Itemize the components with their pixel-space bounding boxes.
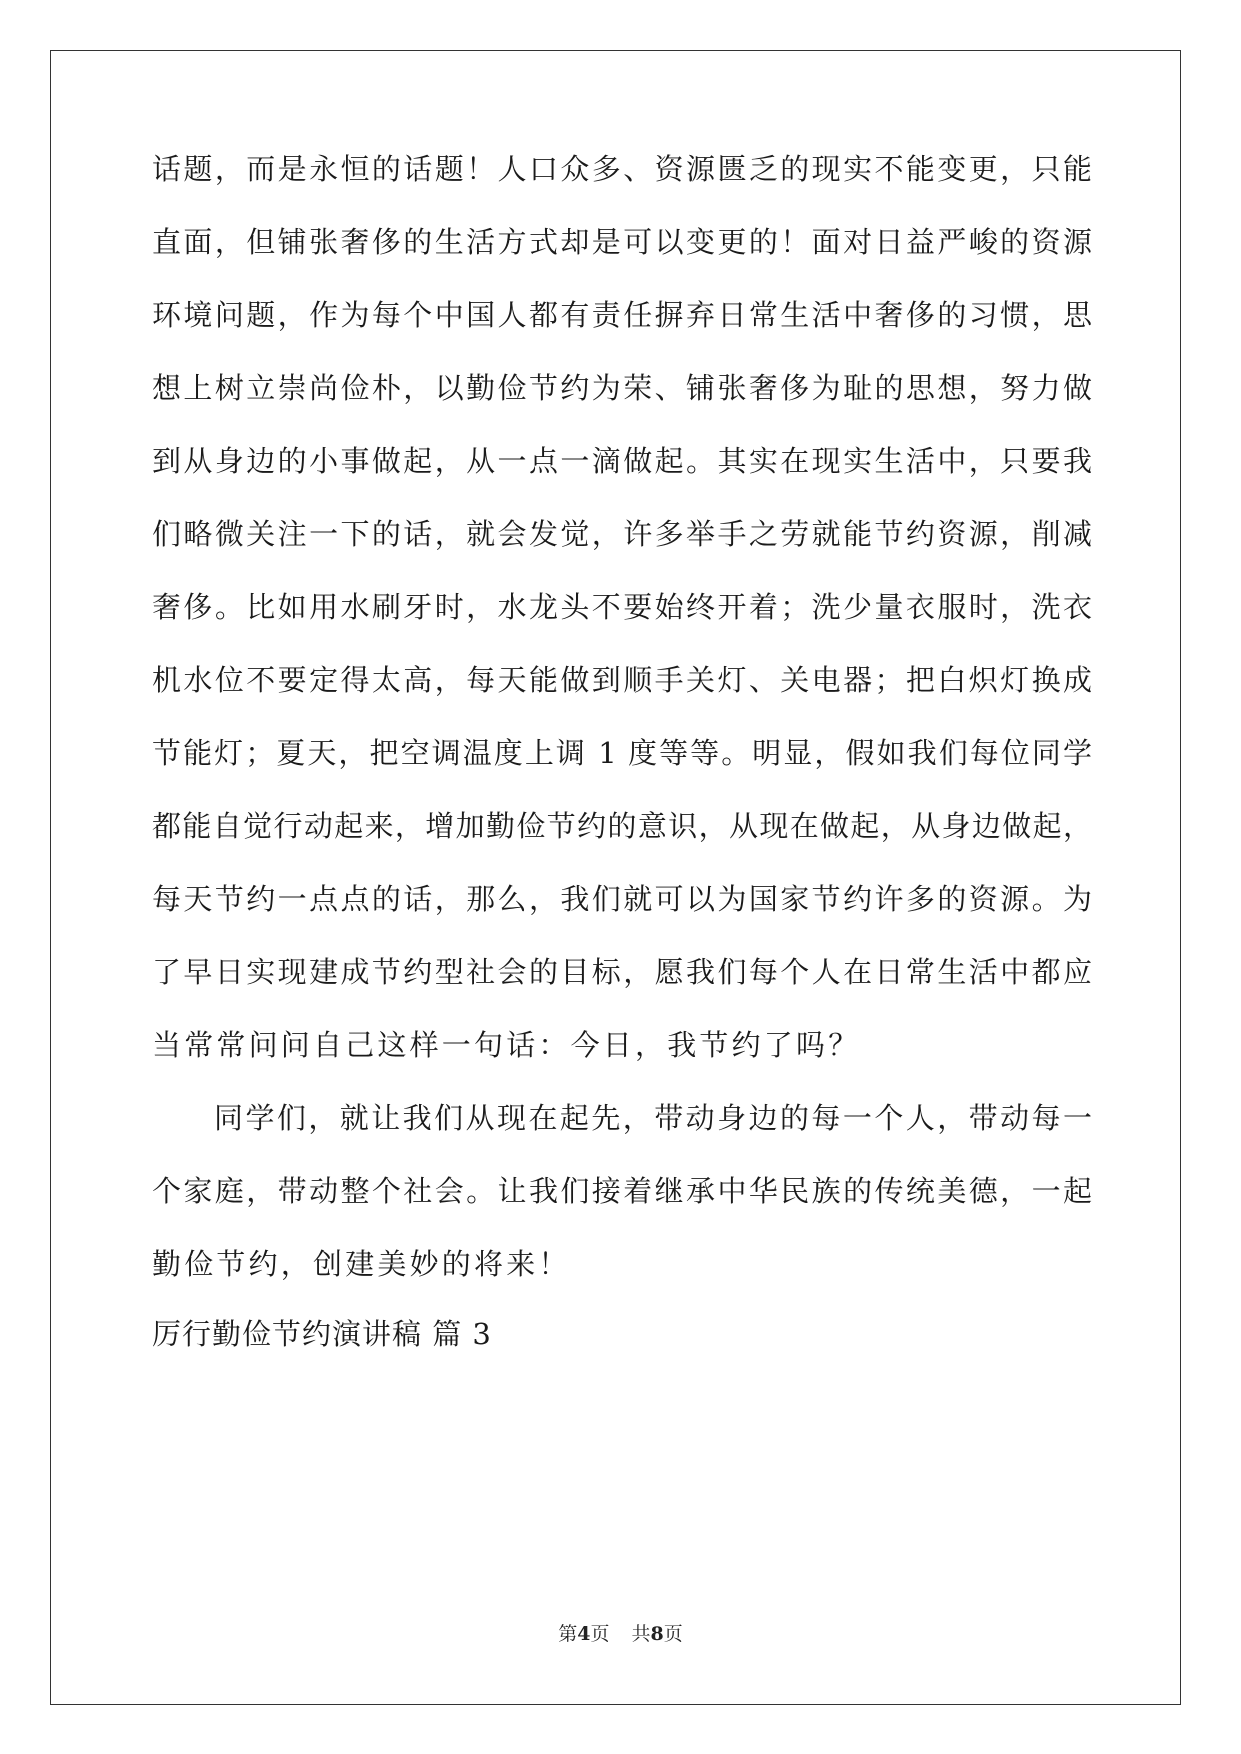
section-heading: 厉行勤俭节约演讲稿 篇 3	[152, 1317, 492, 1351]
paragraph-line: 个家庭，带动整个社会。让我们接着继承中华民族的传统美德，一起	[152, 1174, 1092, 1208]
paragraph-line: 奢侈。比如用水刷牙时，水龙头不要始终开着；洗少量衣服时，洗衣	[152, 590, 1092, 624]
page-footer	[0, 1622, 1241, 1646]
paragraph-line: 话题，而是永恒的话题！人口众多、资源匮乏的现实不能变更，只能	[152, 152, 1092, 186]
paragraph-line: 想上树立崇尚俭朴，以勤俭节约为荣、铺张奢侈为耻的思想，努力做	[152, 371, 1092, 405]
footer-total-prefix: 共	[631, 1623, 651, 1645]
current-page-number: 4	[577, 1623, 591, 1645]
footer-total-label: 页	[663, 1623, 683, 1645]
total-pages-number: 8	[650, 1623, 664, 1645]
paragraph-line: 直面，但铺张奢侈的生活方式却是可以变更的！面对日益严峻的资源	[152, 225, 1092, 259]
footer-page-label: 页	[590, 1623, 610, 1645]
paragraph-line: 同学们，就让我们从现在起先，带动身边的每一个人，带动每一	[214, 1101, 1092, 1135]
paragraph-line: 了早日实现建成节约型社会的目标，愿我们每个人在日常生活中都应	[152, 955, 1092, 989]
paragraph-line: 到从身边的小事做起，从一点一滴做起。其实在现实生活中，只要我	[152, 444, 1092, 478]
paragraph-line: 环境问题，作为每个中国人都有责任摒弃日常生活中奢侈的习惯，思	[152, 298, 1092, 332]
paragraph-line: 当常常问问自己这样一句话：今日，我节约了吗？	[152, 1028, 861, 1062]
paragraph-line: 都能自觉行动起来，增加勤俭节约的意识，从现在做起，从身边做起，	[152, 809, 1092, 843]
paragraph-line: 机水位不要定得太高，每天能做到顺手关灯、关电器；把白炽灯换成	[152, 663, 1092, 697]
footer-prefix: 第	[558, 1623, 578, 1645]
paragraph-line: 每天节约一点点的话，那么，我们就可以为国家节约许多的资源。为	[152, 882, 1092, 916]
paragraph-line: 节能灯；夏天，把空调温度上调 1 度等等。明显，假如我们每位同学	[152, 736, 1092, 770]
paragraph-line: 勤俭节约，创建美妙的将来！	[152, 1247, 571, 1281]
paragraph-line: 们略微关注一下的话，就会发觉，许多举手之劳就能节约资源，削减	[152, 517, 1092, 551]
